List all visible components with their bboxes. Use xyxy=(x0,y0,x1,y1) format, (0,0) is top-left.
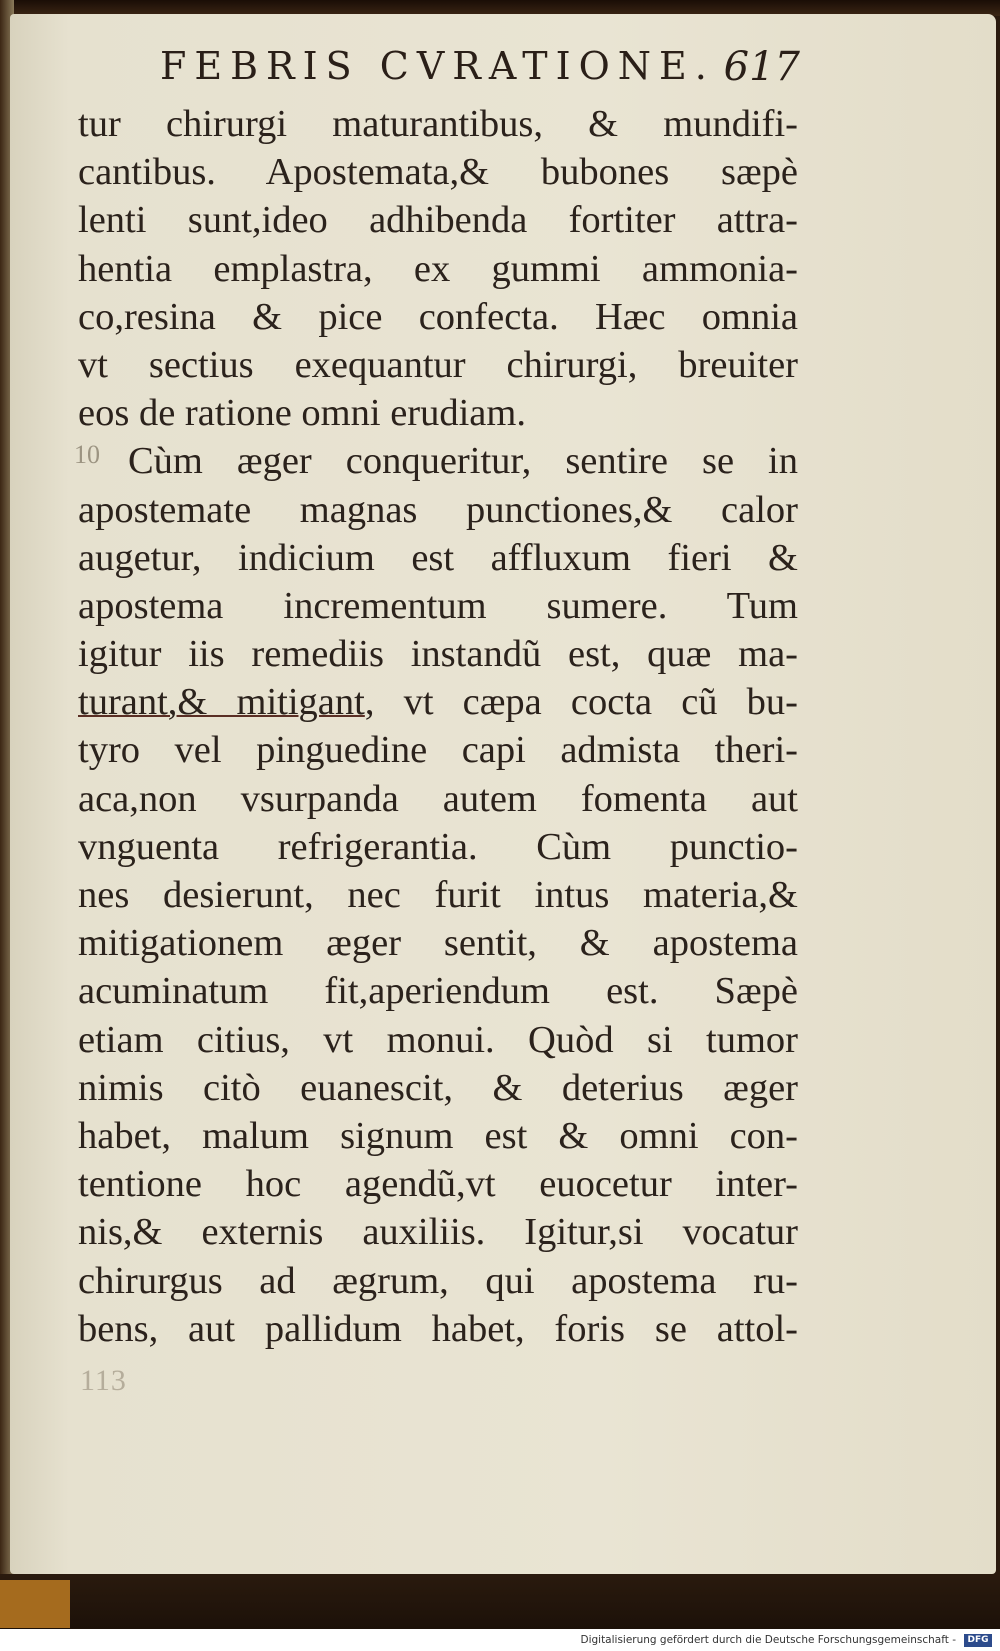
text-line: aca,non vsurpanda autem fomenta aut xyxy=(78,777,798,820)
text-line: apostema incrementum sumere. Tum xyxy=(78,584,798,627)
text-line: augetur, indicium est affluxum fieri & xyxy=(78,536,798,579)
text-line: nes desierunt, nec furit intus materia,& xyxy=(78,874,798,916)
page-header xyxy=(160,44,800,100)
text-line: tyro vel pinguedine capi admista theri- xyxy=(78,729,798,772)
text-line: habet, malum signum est & omni con- xyxy=(78,1114,798,1157)
text-line: tur chirurgi maturantibus, & mundifi- xyxy=(78,103,798,145)
text-line: eos de ratione omni erudiam. xyxy=(78,392,526,435)
faded-stamp: 113 xyxy=(80,1364,127,1397)
dfg-logo: DFG xyxy=(964,1634,992,1647)
text-line: lenti sunt,ideo adhibenda fortiter attra- xyxy=(78,199,798,242)
text-line: apostemate magnas punctiones,& calor xyxy=(78,488,798,531)
page-number: 617 xyxy=(723,44,800,90)
text-line xyxy=(78,678,798,726)
footer-credit-text: Digitalisierung gefördert durch die Deutsche Forschungsgemeinschaft - xyxy=(580,1634,956,1646)
body-text xyxy=(78,100,798,1353)
digitization-footer xyxy=(0,1629,1000,1651)
text-line: mitigationem æger sentit, & apostema xyxy=(78,922,798,965)
text-line-continuation: , vt cæpa cocta cũ bu- xyxy=(364,681,798,724)
text-line: cantibus. Apostemata,& bubones sæpè xyxy=(78,151,798,194)
text-line: etiam citius, vt monui. Quòd si tumor xyxy=(78,1018,798,1061)
binding-bottom-edge xyxy=(0,1574,1000,1629)
text-line: vt sectius exequantur chirurgi, breuiter xyxy=(78,343,798,386)
text-line: co,resina & pice confecta. Hæc omnia xyxy=(78,295,798,338)
text-line: nis,& externis auxiliis. Igitur,si vocatur xyxy=(78,1211,798,1254)
text-line: vnguenta refrigerantia. Cùm punctio- xyxy=(78,825,798,868)
running-head: FEBRIS CVRATIONE. xyxy=(160,44,715,88)
margin-mark: 10 xyxy=(74,440,100,469)
underlined-phrase: turant,& mitigant xyxy=(78,681,365,724)
gilt-edge xyxy=(0,1580,70,1628)
text-line: tentione hoc agendũ,vt euocetur inter- xyxy=(78,1163,798,1206)
text-line: hentia emplastra, ex gummi ammonia- xyxy=(78,247,798,290)
text-line: chirurgus ad ægrum, qui apostema ru- xyxy=(78,1259,798,1302)
text-line: bens, aut pallidum habet, foris se attol- xyxy=(78,1307,798,1350)
text-line: igitur iis remediis instandũ est, quæ ma- xyxy=(78,633,798,676)
text-line: Cùm æger conqueritur, sentire se in xyxy=(128,440,798,483)
text-line: acuminatum fit,aperiendum est. Sæpè xyxy=(78,970,798,1013)
text-line: nimis citò euanescit, & deterius æger xyxy=(78,1066,798,1109)
